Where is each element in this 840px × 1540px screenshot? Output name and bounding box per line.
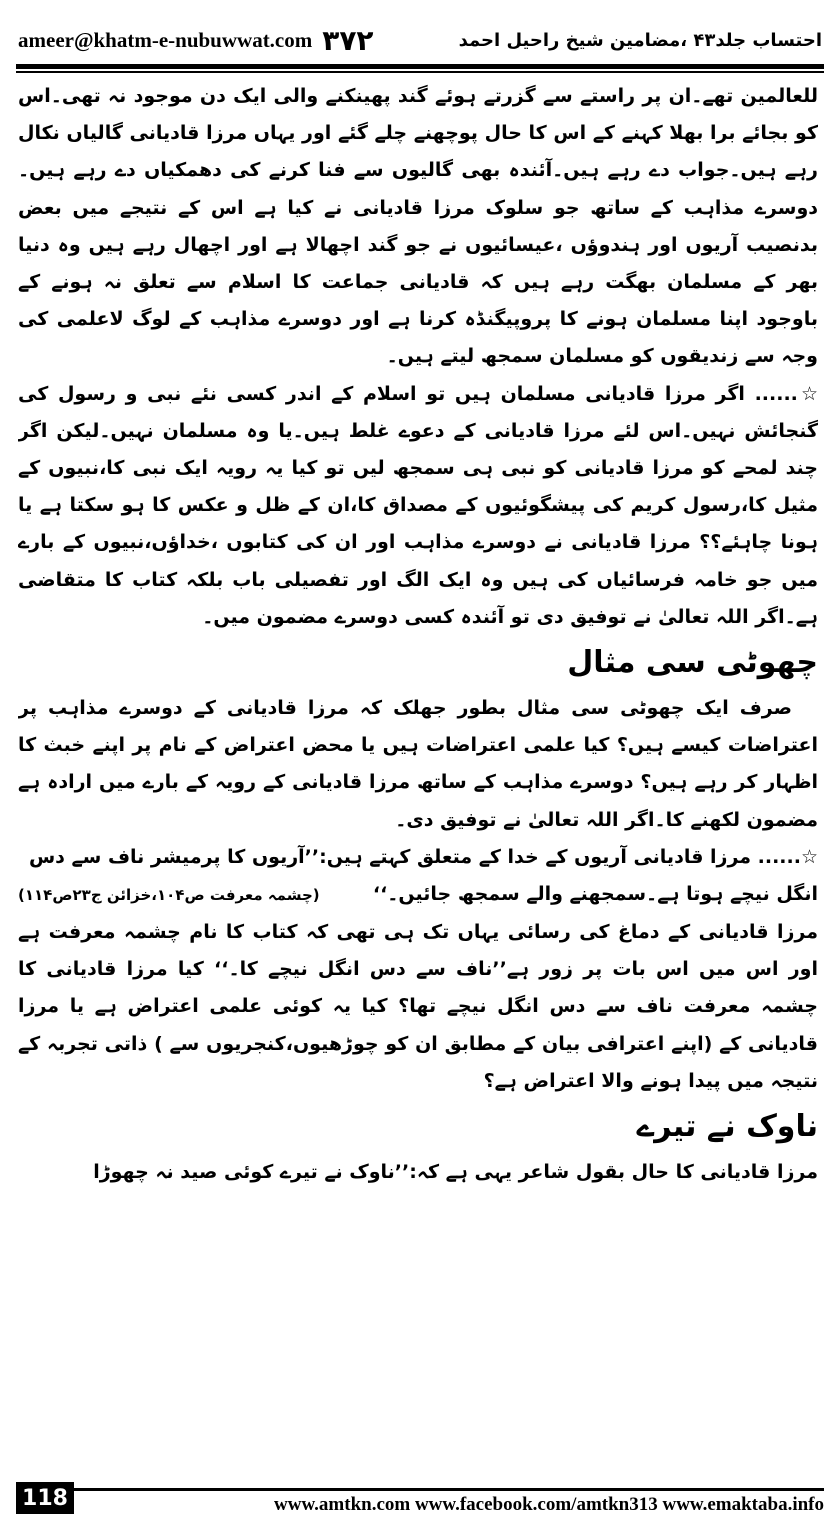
page-body — [18, 78, 818, 1444]
paragraph-4: ☆...... مرزا قادیانی آریوں کے خدا کے متعلق کہتے ہیں:’’آریوں کا پرمیشر ناف سے دس — [28, 845, 818, 868]
paragraph-2: ☆...... اگر مرزا قادیانی مسلمان ہیں تو اسلام کے اندر کسی نئے نبی و رسول کی گنجائش نہیں۔اس لئے مرزا قادیانی کے دعوے غلط ہیں۔یا وہ مسلمان نہیں۔لیکن اگر چند لمحے کو مرزا قادیانی کو نبی ہی سمجھ لیں تو کیا یہ رویہ ایک نبی کا،نبیوں کے مثیل کا،رسول کریم کی پیشگوئیوں کے مصداق کا،ان کے ظل و عکس کا ہو سکتا ہے یا ہونا چاہئے؟؟ مرزا قادیانی نے دوسرے مذاہب اور ان کی کتابوں ،خداؤں،نبیوں کے بارے میں جو خامہ فرسائیاں کی ہیں وہ ایک الگ اور تفصیلی باب بلکہ کتاب کا متقاضی ہے۔اگر اللہ تعالیٰ نے توفیق دی تو آئندہ کسی دوسرے مضمون میں۔ — [18, 382, 818, 628]
paragraph-1: للعالمین تھے۔ان پر راستے سے گزرتے ہوئے گند پھینکنے والی ایک دن موجود نہ تھی۔اس کو بجائے برا بھلا کہنے کے اس کا حال پوچھنے چلے گئے اور یہاں مرزا قادیانی گالیاں نکال رہے ہیں۔جواب دے رہے ہیں۔آئندہ بھی گالیوں سے فنا کرنے کی دھمکیاں دے رہے ہیں۔دوسرے مذاہب کے ساتھ جو سلوک مرزا قادیانی نے کیا ہے اس کے نتیجے میں بعض بدنصیب آریوں اور ہندوؤں ،عیسائیوں نے جو گند اچھالا ہے اور اچھال رہے ہیں وہ دنیا بھر کے مسلمان بھگت رہے ہیں کہ قادیانی جماعت کا اسلام سے تعلق نہ ہونے کے باوجود اپنا مسلمان ہونے کا پروپیگنڈہ کرنا ہے اور دوسرے مذاہب کے لوگ لاعلمی کی وجہ سے زندیقوں کو مسلمان سمجھ لیتے ہیں۔ — [18, 85, 818, 368]
header-rule-thin — [16, 71, 824, 73]
citation: (چشمہ معرفت ص۱۰۴،خزائن ج۲۳ص۱۱۴) — [18, 886, 320, 905]
header-title: احتساب جلد۴۳ ،مضامین شیخ راحیل احمد — [458, 29, 822, 51]
paragraph-6: مرزا قادیانی کا حال بقول شاعر یہی ہے کہ:’’ناوک نے تیرے کوئی صید نہ چھوڑا — [93, 1161, 818, 1184]
footer-page-number: 118 — [16, 1482, 74, 1514]
footer-rule — [74, 1488, 824, 1491]
header-page-number: ۳۷۲ — [322, 23, 374, 57]
quote-citation-row — [18, 876, 818, 914]
page-header — [18, 18, 822, 62]
paragraph-3: صرف ایک چھوٹی سی مثال بطور جھلک کہ مرزا قادیانی کے دوسرے مذاہب پر اعتراضات کیسے ہیں؟ کیا علمی اعتراضات ہیں یا محض اعتراض کے نام پر اپنے خبث کا اظہار کر رہے ہیں؟ دوسرے مذاہب کے ساتھ مرزا قادیانی کے رویہ کے بارے میں ارادہ ہے مضمون لکھنے کا۔اگر اللہ تعالیٰ نے توفیق دی۔ — [18, 697, 818, 831]
heading-small-example: چھوٹی سی مثال — [567, 645, 818, 681]
footer-links: www.amtkn.com www.facebook.com/amtkn313 www.emaktaba.info — [274, 1494, 824, 1515]
page-footer — [16, 1482, 824, 1522]
header-left — [18, 24, 374, 57]
heading-navak: ناوک نے تیرے — [636, 1109, 818, 1145]
paragraph-4-continued: انگل نیچے ہوتا ہے۔سمجھنے والے سمجھ جائیں۔‘‘ — [372, 883, 818, 906]
header-rule — [16, 64, 824, 69]
header-email: ameer@khatm-e-nubuwwat.com — [18, 27, 313, 52]
paragraph-5: مرزا قادیانی کے دماغ کی رسائی یہاں تک ہی تھی کہ کتاب کا نام چشمہ معرفت ہے اور اس میں اس بات پر زور ہے’’ناف سے دس انگل نیچے کا۔‘‘ کیا مرزا قادیانی کا چشمہ معرفت ناف سے دس انگل نیچے تھا؟ کیا یہ کوئی علمی اعتراض ہے یا مرزا قادیانی کے (اپنے اعترافی بیان کے مطابق ان کو چوڑھیوں،کنجریوں سے ) ذاتی تجربہ کے نتیجہ میں پیدا ہونے والا اعتراض ہے؟ — [18, 921, 818, 1092]
